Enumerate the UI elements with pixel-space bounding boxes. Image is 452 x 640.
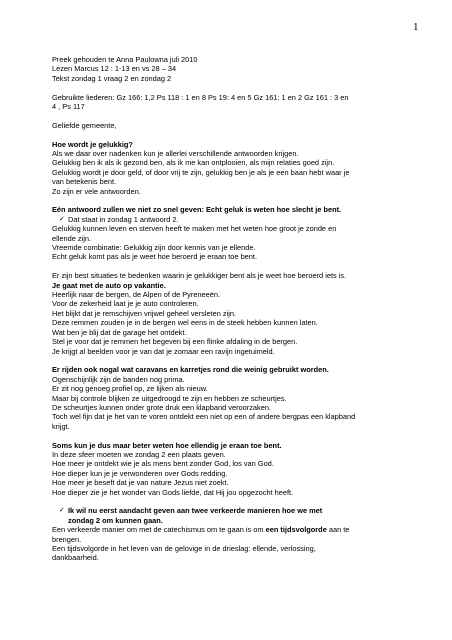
body-line: Een tijdsvolgorde in het leven van de gelovige in de drieslag: ellende, verlossing, — [52, 544, 316, 553]
header-line: Preek gehouden te Anna Paulowna juli 2010 — [52, 55, 198, 64]
body-line: krijgt. — [52, 421, 70, 431]
body-line: Hoe meer je ontdekt wie je als mens bent zonder God, los van God. — [52, 459, 274, 469]
greeting: Geliefde gemeente, — [52, 120, 117, 130]
body-line: Hoe meer je beseft dat je van nature Jezus niet zoekt. — [52, 478, 229, 488]
body-line: Hoe dieper kun je je verwonderen over Gods redding. — [52, 468, 228, 478]
section-heading: Hoe wordt je gelukkig? — [52, 139, 133, 149]
body-line: Een verkeerde manier om met de catechismus om te gaan is om een tijdsvolgorde aan te — [52, 525, 350, 535]
body-line: Er zijn best situaties te bedenken waarin je gelukkiger bent als je weet hoe beroerd iets is. — [52, 271, 347, 281]
section-heading: Je gaat met de auto op vakantie. — [52, 280, 166, 290]
body-line: Voor de zekerheid laat je je auto controleren. — [52, 299, 199, 309]
songs-line: 4 , Ps 117 — [52, 102, 85, 112]
check-text-continued: zondag 2 om kunnen gaan. — [68, 515, 163, 525]
page-number: 1 — [413, 21, 419, 33]
body-line: Zo zijn er vele antwoorden. — [52, 186, 141, 196]
header-line: Lezen Marcus 12 : 1-13 en vs 28 – 34 — [52, 64, 177, 74]
body-line: De scheurtjes kunnen onder grote druk een klapband veroorzaken. — [52, 402, 271, 412]
body-line: Gelukkig wordt je door geld, of door vrij te zijn, gelukkig ben je als je een baan hebt waar je — [52, 167, 350, 177]
body-line: Echt geluk komt pas als je weet hoe beroerd je eraan toe bent. — [52, 252, 258, 262]
checkmark-icon: ✓ — [59, 506, 65, 515]
body-line: ellende zijn. — [52, 233, 92, 243]
body-line: Je krijgt al beelden voor je van dat je zomaar een ravijn ingetuimeld. — [52, 346, 275, 356]
body-line: Gelukkig ben ik als ik gezond ben, als ik me kan ontplooien, als mijn relaties goed zijn. — [52, 158, 335, 168]
check-item — [52, 215, 412, 224]
body-line: van betekenis bent. — [52, 177, 117, 187]
section-heading: Er rijden ook nogal wat caravans en karretjes rond die weinig gebruikt worden. — [52, 365, 329, 375]
body-line: Vreemde combinatie: Gelukkig zijn door kennis van je ellende. — [52, 243, 256, 253]
section-heading: Soms kun je dus maar beter weten hoe ellendig je eraan toe bent. — [52, 440, 282, 450]
check-item — [52, 506, 412, 515]
body-line: Deze remmen zouden je in de bergen wel eens in de steek hebben kunnen laten. — [52, 318, 318, 328]
body-line: Stel je voor dat je remmen het begeven bij een flinke afdaling in de bergen. — [52, 337, 298, 347]
check-text: Dat staat in zondag 1 antwoord 2. — [68, 214, 179, 224]
body-line: Wat ben je blij dat de garage het ontdekt. — [52, 327, 187, 337]
body-line: Hoe dieper zie je het wonder van Gods liefde, dat Hij jou opgezocht heeft. — [52, 487, 294, 497]
checkmark-icon: ✓ — [59, 214, 65, 223]
body-line: brengen. — [52, 534, 82, 544]
check-text: Ik wil nu eerst aandacht geven aan twee verkeerde manieren hoe we met — [68, 506, 323, 516]
body-line: Heerlijk naar de bergen, de Alpen of de Pyreneeën. — [52, 290, 221, 300]
body-line: Het blijkt dat je remschijven vrijwel geheel versleten zijn. — [52, 308, 237, 318]
document-body — [52, 55, 412, 563]
section-heading: Eén antwoord zullen we niet zo snel geven: Echt geluk is weten hoe slecht je bent. — [52, 205, 342, 215]
body-line: Er zit nog genoeg profiel op, ze lijken als nieuw. — [52, 384, 208, 394]
body-line: Maar bij controle blijken ze uitgedroogd te zijn en hebben ze scheurtjes. — [52, 393, 287, 403]
body-line: Ogenschijnlijk zijn de banden nog prima. — [52, 374, 185, 384]
body-line: In deze sfeer moeten we zondag 2 een plaats geven. — [52, 449, 226, 459]
body-line: Als we daar over nadenken kun je allerlei verschillende antwoorden krijgen. — [52, 149, 299, 159]
body-line: dankbaarheid. — [52, 553, 99, 563]
emphasis-text: een tijdsvolgorde — [265, 525, 327, 535]
body-line: Gelukkig kunnen leven en sterven heeft te maken met het weten hoe groot je zonde en — [52, 224, 337, 234]
header-line: Tekst zondag 1 vraag 2 en zondag 2 — [52, 73, 172, 83]
body-line: Toch wel fijn dat je het van te voren ontdekt een niet op een of andere bergpas een klapband — [52, 412, 356, 422]
songs-line: Gebruikte liederen: Gz 166: 1,2 Ps 118 : 1 en 8 Ps 19: 4 en 5 Gz 161: 1 en 2 Gz 161 : 3 en — [52, 92, 349, 102]
